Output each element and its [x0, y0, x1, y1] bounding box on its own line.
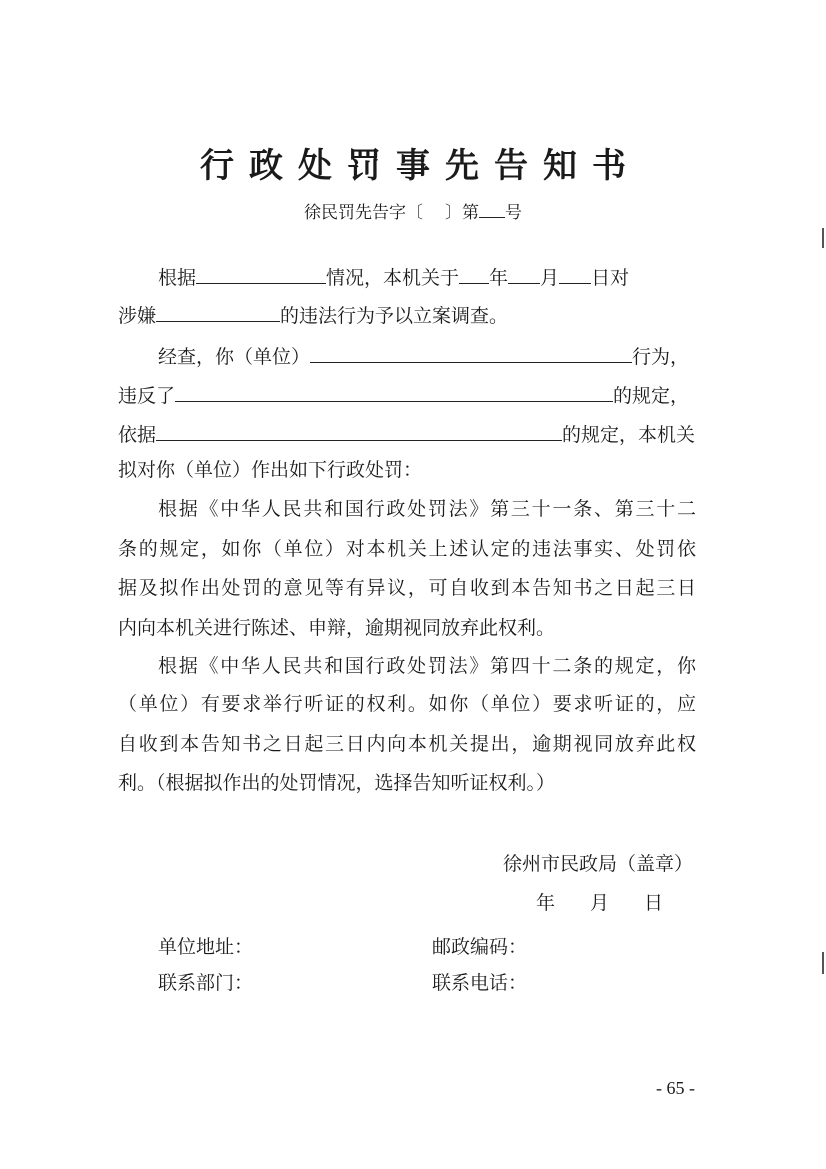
text: 年	[489, 267, 509, 289]
page-number: - 65 -	[656, 1078, 695, 1098]
text: 行为，	[632, 346, 690, 368]
text: 经查，你（单位）	[158, 346, 311, 368]
fill-blank	[508, 263, 540, 284]
document-title: 行政处罚事先告知书	[200, 146, 641, 186]
doc-number-blank	[479, 201, 505, 218]
phone-label: 联系电话：	[432, 972, 528, 994]
text: 依据	[118, 424, 157, 446]
fill-blank	[156, 420, 562, 441]
fill-blank	[156, 301, 280, 322]
doc-number-prefix: 徐民罚先告字〔	[304, 203, 423, 223]
document-number	[0, 198, 826, 223]
para4-line2: （单位）有要求举行听证的权利。如你（单位）要求听证的，应	[118, 693, 696, 715]
text: 的规定，	[613, 385, 690, 407]
doc-number-suffix: 号	[505, 203, 522, 223]
signature-date: 年 月 日	[536, 892, 672, 914]
text: 违反了	[118, 385, 176, 407]
text: 的规定，本机关	[562, 424, 696, 446]
para4-line3: 自收到本告知书之日起三日内向本机关提出，逾期视同放弃此权	[118, 733, 696, 755]
fill-blank	[459, 263, 489, 284]
para3-line4: 内向本机关进行陈述、申辩，逾期视同放弃此权利。	[118, 617, 556, 639]
signature-org: 徐州市民政局（盖章）	[503, 853, 694, 875]
dept-label: 联系部门：	[158, 972, 254, 994]
text: 情况，本机关于	[326, 267, 460, 289]
para2-line1	[158, 342, 689, 366]
fill-blank	[559, 263, 591, 284]
para4-line4: 利。（根据拟作出的处罚情况，选择告知听证权利。）	[118, 772, 556, 794]
para1-line2	[118, 301, 508, 325]
para4-line1: 根据《中华人民共和国行政处罚法》第四十二条的规定，你	[158, 655, 696, 677]
para1-line1	[158, 263, 629, 287]
para2-line2	[118, 381, 689, 405]
address-label: 单位地址：	[158, 936, 254, 958]
fill-blank	[196, 263, 326, 284]
text: 的违法行为予以立案调查。	[280, 305, 509, 327]
text: 根据	[158, 267, 197, 289]
para3-line3: 据及拟作出处罚的意见等有异议，可自收到本告知书之日起三日	[118, 577, 696, 599]
para2-line4: 拟对你（单位）作出如下行政处罚：	[118, 459, 423, 481]
postcode-label: 邮政编码：	[432, 936, 528, 958]
text: 日对	[591, 267, 630, 289]
scan-edge-mark	[822, 228, 824, 248]
fill-blank	[175, 381, 613, 402]
text: 月	[540, 267, 560, 289]
para3-line2: 条的规定，如你（单位）对本机关上述认定的违法事实、处罚依	[118, 538, 696, 560]
text: 涉嫌	[118, 305, 157, 327]
para2-line3	[118, 420, 695, 444]
fill-blank	[310, 342, 632, 363]
scan-edge-mark	[822, 952, 824, 974]
doc-number-middle: 〕第	[445, 203, 479, 223]
para3-line1: 根据《中华人民共和国行政处罚法》第三十一条、第三十二	[158, 498, 696, 520]
